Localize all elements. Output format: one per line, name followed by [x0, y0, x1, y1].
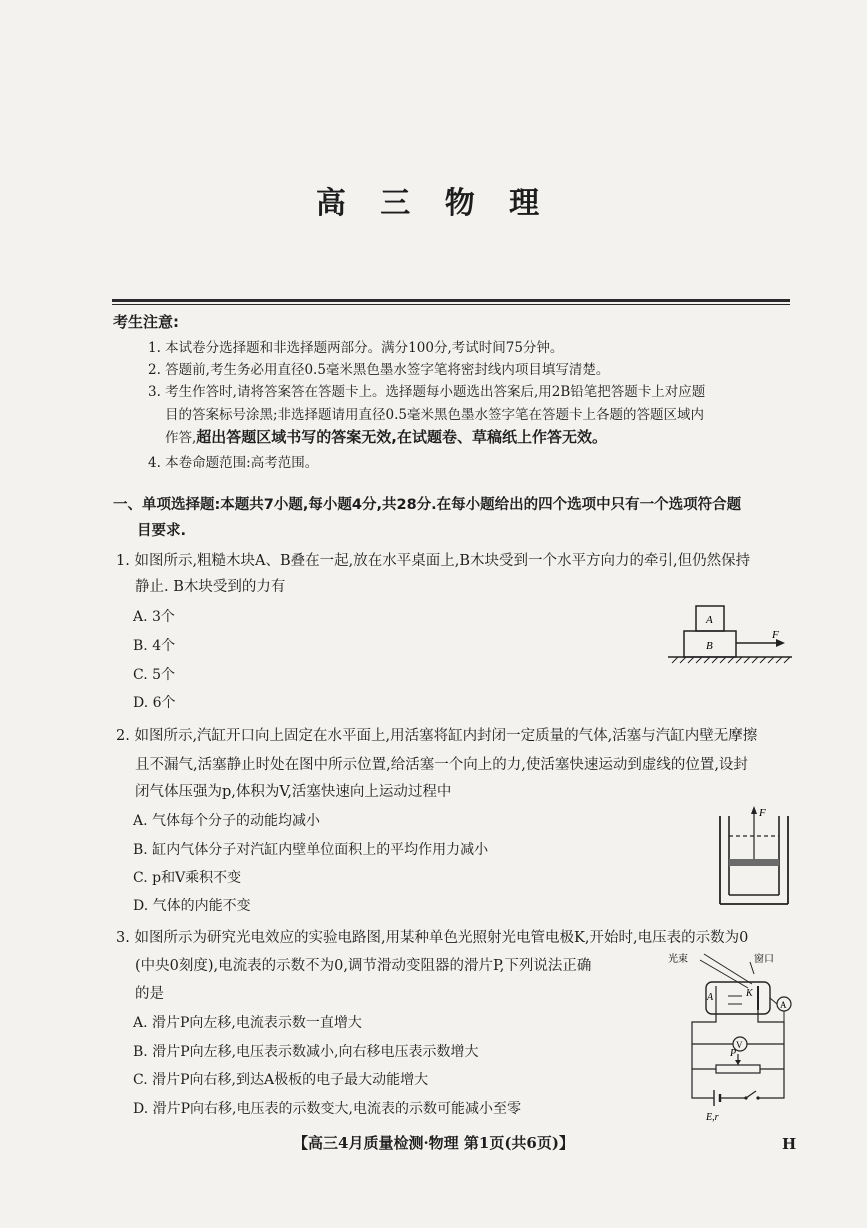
battery-label: E,r: [706, 1112, 719, 1123]
question-1-stem: 1. 如图所示,粗糙木块A、B叠在一起,放在水平桌面上,B木块受到一个水平方向力的牵引,但仍然保持: [116, 553, 751, 569]
notice-item: 4. 本卷命题范围:高考范围。: [148, 455, 319, 471]
notice-item: [165, 426, 607, 447]
option-c: C. p和V乘积不变: [133, 870, 242, 886]
question-3-stem-cont: (中央0刻度),电流表的示数不为0,调节滑动变阻器的滑片P,下列说法正确: [135, 958, 592, 974]
figure-blocks: [664, 603, 794, 668]
question-2-stem-cont: 闭气体压强为p,体积为V,活塞快速向上运动过程中: [135, 784, 452, 800]
section-heading-cont: 目要求.: [137, 523, 187, 539]
notice-item: 1. 本试卷分选择题和非选择题两部分。满分100分,考试时间75分钟。: [148, 340, 564, 356]
piston: [729, 859, 779, 866]
question-3-stem: 3. 如图所示为研究光电效应的实验电路图,用某种单色光照射光电管电极K,开始时,电压表的示数为0: [116, 930, 749, 946]
question-3-stem-cont: 的是: [135, 986, 164, 1002]
page-title: 高 三 物 理: [315, 186, 552, 221]
option-d: D. 气体的内能不变: [133, 898, 251, 914]
divider: [112, 299, 790, 302]
notice-text: 作答,: [165, 430, 197, 446]
option-b: B. 缸内气体分子对汽缸内壁单位面积上的平均作用力减小: [133, 842, 489, 858]
option-d: D. 滑片P向右移,电压表的示数变大,电流表的示数可能减小至零: [133, 1101, 521, 1117]
question-1-stem-cont: 静止. B木块受到的力有: [135, 579, 286, 595]
option-a: A. 3个: [133, 609, 175, 625]
switch: [746, 1091, 756, 1098]
version-mark: H: [782, 1135, 797, 1153]
question-2-stem-cont: 且不漏气,活塞静止时处在图中所示位置,给活塞一个向上的力,使活塞快速运动到虚线的位置,设封: [135, 757, 748, 773]
page-footer: 【高三4月质量检测·物理 第1页(共6页)】: [293, 1134, 574, 1152]
slider-label: P: [730, 1048, 737, 1059]
option-c: C. 5个: [133, 667, 176, 683]
figure-cylinder: [714, 804, 794, 908]
notice-item: 目的答案标号涂黑;非选择题请用直径0.5毫米黑色墨水签字笔在答题卡上各题的答题区域内: [165, 407, 705, 423]
circuit-wire: [692, 1010, 716, 1098]
divider-thin: [112, 304, 790, 305]
cathode-label: K: [746, 988, 753, 999]
option-b: B. 4个: [133, 638, 176, 654]
notice-item: 3. 考生作答时,请将答案答在答题卡上。选择题每小题选出答案后,用2B铅笔把答题卡上对应题: [148, 384, 706, 400]
option-c: C. 滑片P向右移,到达A极板的电子最大动能增大: [133, 1072, 429, 1088]
section-heading: 一、单项选择题:本题共7小题,每小题4分,共28分.在每小题给出的四个选项中只有一个选项符合题: [113, 497, 742, 513]
notice-emphasis: 超出答题区域书写的答案无效,在试题卷、草稿纸上作答无效。: [196, 428, 607, 446]
notice-heading: 考生注意:: [113, 313, 179, 331]
option-d: D. 6个: [133, 695, 176, 711]
option-b: B. 滑片P向左移,电压表示数减小,向右移电压表示数增大: [133, 1044, 479, 1060]
block-a-label: A: [706, 614, 713, 626]
voltmeter-label: V: [736, 1040, 743, 1050]
figure-photoelectric-circuit: [666, 948, 796, 1123]
notice-item: 2. 答题前,考生务必用直径0.5毫米黑色墨水签字笔将密封线内项目填写清楚。: [148, 362, 610, 378]
block-b-label: B: [706, 640, 713, 652]
option-a: A. 气体每个分子的动能均减小: [133, 813, 321, 829]
question-2-stem: 2. 如图所示,汽缸开口向上固定在水平面上,用活塞将缸内封闭一定质量的气体,活塞与汽缸内壁无摩擦: [116, 728, 758, 744]
option-a: A. 滑片P向左移,电流表示数一直增大: [133, 1015, 362, 1031]
anode-label: A: [707, 992, 714, 1003]
force-label: F: [759, 807, 766, 819]
ammeter-label: A: [780, 1000, 787, 1010]
force-label: F: [772, 629, 779, 641]
window-label: 窗口: [754, 954, 774, 965]
rheostat: [716, 1065, 760, 1073]
beam-label: 光束: [668, 954, 688, 965]
